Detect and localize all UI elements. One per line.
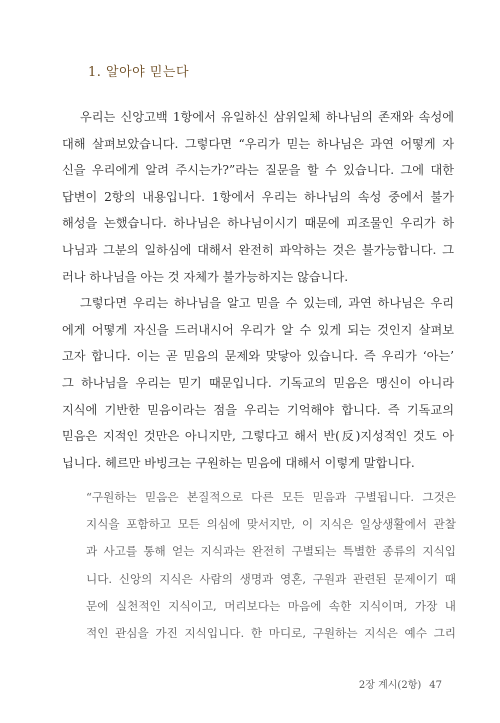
body-text [62, 104, 454, 476]
quote-line: 적인 관심을 가진 지식입니다. 한 마디로, 구원하는 지식은 예수 그리 [86, 625, 456, 640]
text-line: 러나 하나님을 아는 것 자체가 불가능하지는 않습니다. [62, 269, 349, 284]
quote-line: 문에 실천적인 지식이고, 머리보다는 마음에 속한 지식이며, 가장 내 [86, 598, 456, 613]
quote-line: 니다. 신앙의 지식은 사람의 생명과 영혼, 구원과 관련된 문제이기 때 [86, 571, 456, 586]
text-line: 그렇다면 우리는 하나님을 알고 믿을 수 있는데, 과연 하나님은 우리 [80, 296, 454, 311]
text-line: 해성을 논했습니다. 하나님은 하나님이시기 때문에 피조물인 우리가 하 [62, 216, 454, 231]
quote-line: “구원하는 믿음은 본질적으로 다른 모든 믿음과 구별됩니다. 그것은 [86, 490, 456, 504]
block-quote [86, 484, 456, 647]
text-line: 답변이 2항의 내용입니다. 1항에서 우리는 하나님의 속성 중에서 불가 [62, 189, 454, 204]
text-line: 나님과 그분의 일하심에 대해서 완전히 파악하는 것은 불가능합니다. 그 [62, 242, 454, 257]
text-line: 그 하나님을 우리는 믿기 때문입니다. 기독교의 믿음은 맹신이 아니라 [62, 375, 454, 390]
section-title: 1. 알아야 믿는다 [88, 65, 190, 80]
text-line: 지식에 기반한 믿음이라는 점을 우리는 기억해야 합니다. 즉 기독교의 [62, 402, 454, 417]
text-line: 믿음은 지적인 것만은 아니지만, 그렇다고 해서 반(反)지성적인 것도 아 [62, 429, 454, 444]
quote-line: 지식을 포함하고 모든 의심에 맞서지만, 이 지식은 일상생활에서 관찰 [86, 517, 456, 532]
text-line: 고자 합니다. 이는 곧 믿음의 문제와 맞닿아 있습니다. 즉 우리가 ‘아는’ [62, 349, 454, 364]
text-line: 우리는 신앙고백 1항에서 유일하신 삼위일체 하나님의 존재와 속성에 [80, 110, 454, 124]
text-line: 닙니다. 헤르만 바빙크는 구원하는 믿음에 대해서 이렇게 말합니다. [62, 455, 415, 470]
text-line: 에게 어떻게 자신을 드러내시어 우리가 알 수 있게 되는 것인지 살펴보 [62, 322, 454, 337]
text-line: 신을 우리에게 알려 주시는가?”라는 질문을 할 수 있습니다. 그에 대한 [62, 163, 454, 178]
page-number: 47 [429, 680, 442, 691]
text-line: 대해 살펴보았습니다. 그렇다면 “우리가 믿는 하나님은 과연 어떻게 자 [62, 136, 454, 151]
chapter-label: 2장 계시(2항) [358, 680, 422, 691]
page-footer [359, 676, 442, 691]
quote-line: 과 사고를 통해 얻는 지식과는 완전히 구별되는 특별한 종류의 지식입 [86, 544, 456, 559]
